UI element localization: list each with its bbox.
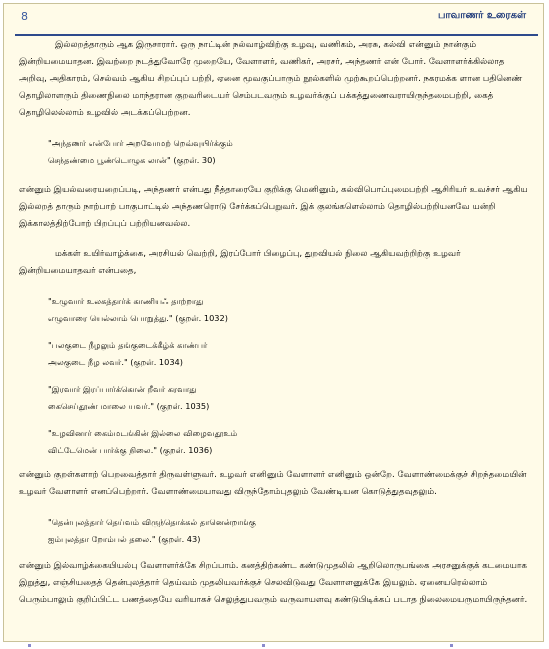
verse-block-3 <box>48 337 529 371</box>
document-body <box>19 37 529 609</box>
verse-block-6 <box>48 514 529 548</box>
verse-block-4 <box>48 381 529 415</box>
verse-line: "உழுவார் உலகத்தார்க் காணியஃ தாற்றாது <box>48 296 204 306</box>
verse-line: "அந்தணர் என்போர் அறவோமற் றெவ்வுயிர்க்கும் <box>48 138 233 148</box>
paragraph-1: இல்லறத்தாரும் ஆக இருசாரார். ஒரு நாட்டின் நல்வாழ்விற்கு உழவு, வணிகம், அரசு, கல்வி என்னும் நான்கும் இன்றியமையாதன. இவற்றை நடத்துவோரே முறையே, வேளாளர், வணிகர், அரசர், அந்தணர் என் போர். வேளாளர்க்கில்லாத அறிவு, அதிகாரம், செல்வம் ஆகிய சிறப்புப் பற்றி, ஏனை மூவகுப்பாரும் நூல்களில் முற்கூறப்பெற்றனர். நகரமக்க ளான பதினெண் தொழிலாளரும் திணைநிலை மாந்தரான குறவரிடையர் செம்படவரும் உழவர்க்குப் பக்கத்துணைவராயிருந்தமைபற்றி, கைத் தொழிலெல்லாம் உழவில் அடக்கப்பெற்றன. <box>19 40 523 118</box>
verse-line: "இரவார் இரப்பார்க்கொன் றீவர் கரவாது <box>48 384 197 394</box>
verse-line: எழுவாரை யெல்லாம் பொறுத்து." (குறள். 1032) <box>48 313 228 323</box>
verse-line: ஐம்புலத்தா றோம்பல் தலை." (குறள். 43) <box>48 534 201 544</box>
verse-line: "உழவினார் கைம்மடங்கின் இல்லை விழைவதூஉம் <box>48 428 238 438</box>
paragraph-3: மக்கள் உயிர்வாழ்க்கை, அரசியல் வெற்றி, இரப்போர் பிழைப்பு, துறவியல் நிலை ஆகியவற்றிற்கு உழவர் இன்றியமையாதவர் என்பதை, <box>19 249 461 276</box>
bottom-strip <box>0 644 549 649</box>
verse-line: செந்தண்மை பூண்டொழுக லான்" (குறள். 30) <box>48 155 216 165</box>
verse-line: "தென்புலத்தார் தெய்வம் விருந்தொக்கல் தானென்றாங்கு <box>48 517 257 527</box>
running-title: பாவாணர் உரைகள் <box>437 10 526 21</box>
page-number: 8 <box>21 10 28 23</box>
verse-block-2 <box>48 293 529 327</box>
verse-line: கைசெய்தூண் மாலை யவர்." (குறள். 1035) <box>48 401 210 411</box>
verse-block-5 <box>48 425 529 459</box>
paragraph-2: என்னும் இயல்வரையறைப்படி, அந்தணர் என்பது நீத்தாரையே குறிக்கு மெனினும், கல்விபொப்புமைபற்றி ஆசிரியர் உவச்சர் ஆகிய இல்லறத் தாரும் நாற்பாற் பாகுபாட்டில் அந்தணரொடு சேர்க்கப்பெறுவர். இக் குலங்களெல்லாம் தொழில்பற்றியனவே யன்றி இக்காலத்திற்போற் பிறப்புப் பற்றியனவல்ல. <box>19 185 528 229</box>
header-rule <box>15 34 538 36</box>
page-header <box>3 8 538 28</box>
verse-line: விட்டேமென் பார்க்கு நிலை." (குறள். 1036) <box>48 445 213 455</box>
verse-line: அலகுடை நீழ லவர்." (குறள். 1034) <box>48 357 183 367</box>
paragraph-5: என்னும் இல்வாழ்க்கையியல்பு வேளாளர்க்கே சிறப்பாம். கனத்திற்கண்ட கண்டுமுதலில் ஆறிலொருபங்கை அரசனுக்குக் கடமையாக இறுத்து, எஞ்சியதைத் தென்புலத்தார் தெய்வம் முதலியவர்க்குச் செலவிடுவது வேளாளனுக்கே இயலும். ஏனையரெல்லாம் பெரும்பாலும் குறிப்பிட்ட பணத்தையே வரியாகச் செலுத்துபவரும் வருவாயளவு கண்டுபிடிக்கப் படாத நிலைமையருமாயிருந்தனர். <box>19 561 528 605</box>
verse-line: "பலகுடை நீழலும் தங்குடைக்கீழ்க் காண்பர் <box>48 340 208 350</box>
paragraph-4: என்னும் குறள்களாற் பெறவைத்தார் திருவள்ளுவர். உழவர் எனினும் வேளாளர் எனினும் ஒன்றே. வேளாண்மைக்குச் சிறந்தமையின் உழவர் வேளாளர் எனப்பெற்றார். வேளாண்மையாவது விருந்தோம்புதலும் வேண்டியன கொடுத்துதவுதலும். <box>19 470 527 497</box>
verse-block-1 <box>48 135 529 169</box>
